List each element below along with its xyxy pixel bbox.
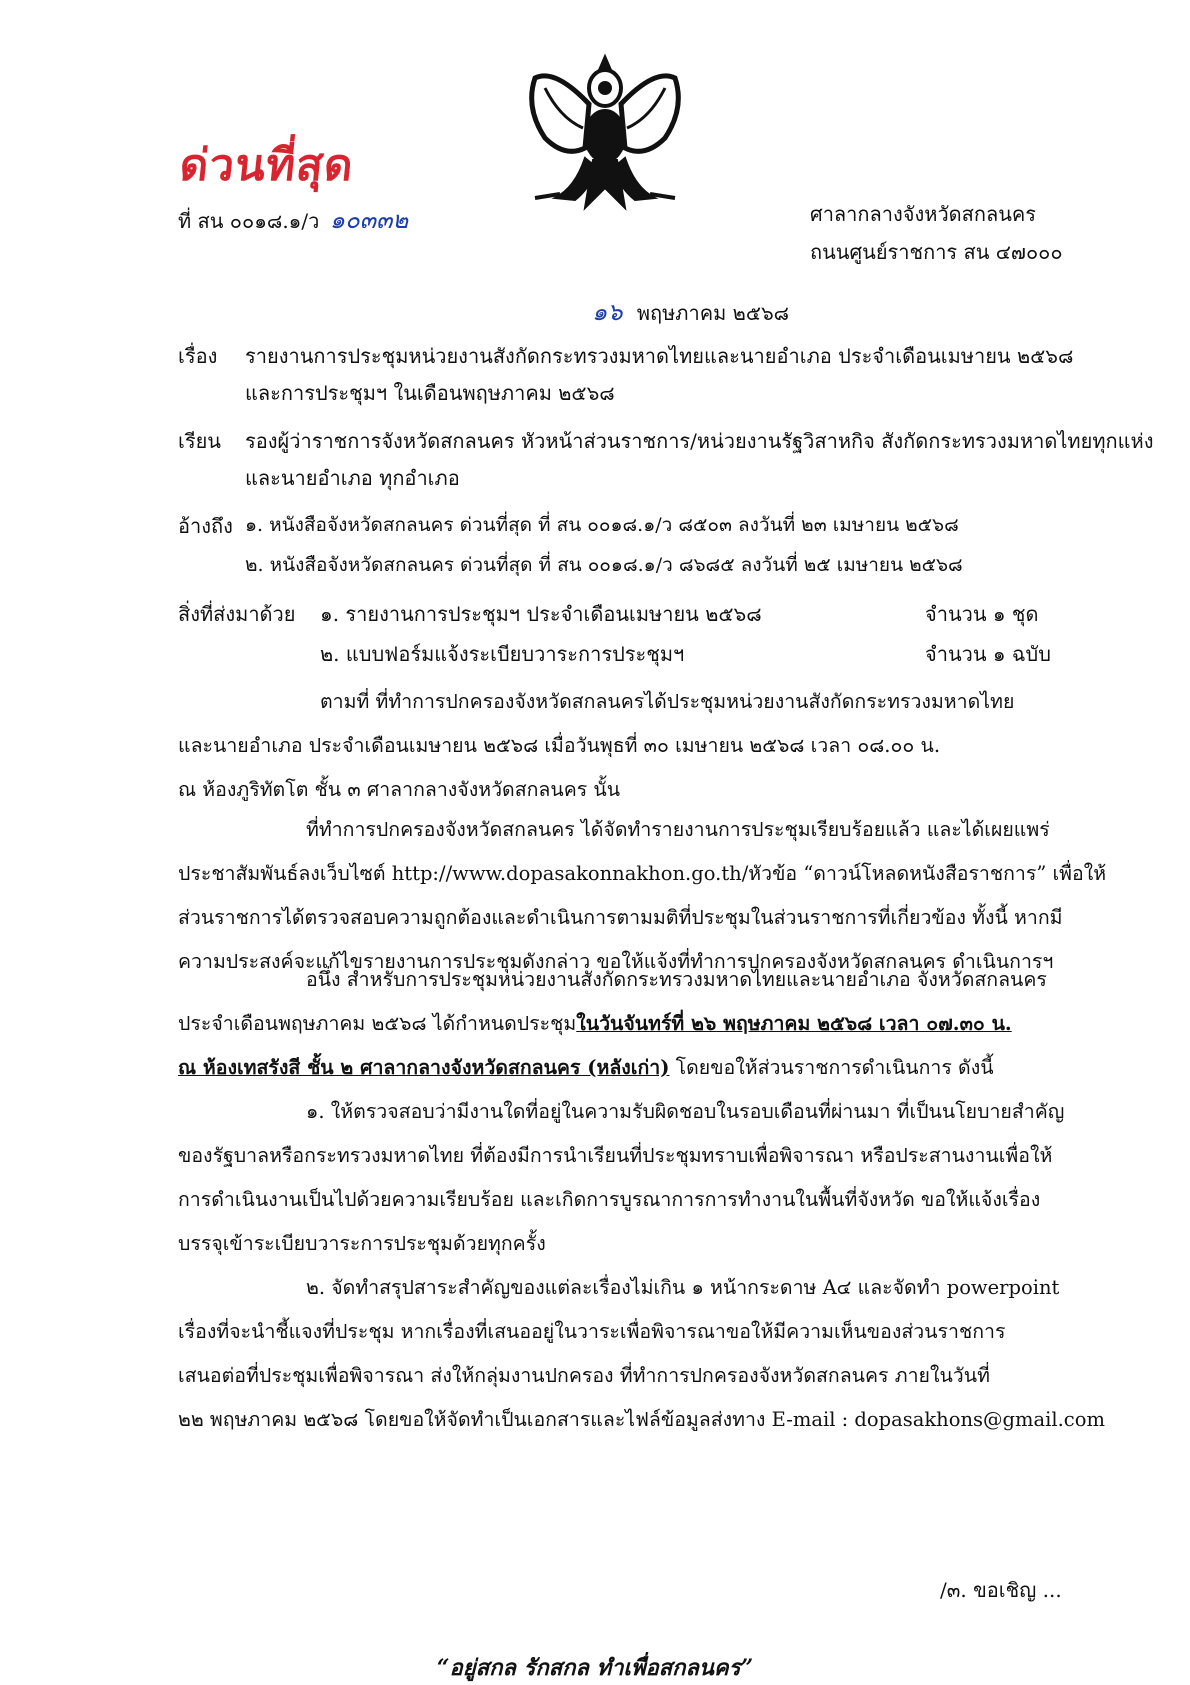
paragraph-line: ของรัฐบาลหรือกระทรวงมหาดไทย ที่ต้องมีการนำเรียนที่ประชุมทราบเพื่อพิจารณา หรือประสานงานเพื่อให้ [178,1144,1053,1167]
enclosure-quantity: จำนวน ๑ ชุด [925,602,1039,626]
paragraph-line: เรื่องที่จะนำชี้แจงที่ประชุม หากเรื่องที่เสนออยู่ในวาระเพื่อพิจารณาขอให้มีความเห็นของส่วนราชการ [178,1320,1006,1343]
enclosure-quantity: จำนวน ๑ ฉบับ [925,642,1051,666]
date-day-handwritten: ๑๖ [592,298,623,326]
date-month-year: พฤษภาคม ๒๕๖๘ [636,301,790,325]
paragraph-line: การดำเนินงานเป็นไปด้วยความเรียบร้อย และเกิดการบูรณาการการทำงานในพื้นที่จังหวัด ขอให้แจ้งเรื่อง [178,1188,1041,1211]
document-number [178,200,408,239]
reference-item: ๑. หนังสือจังหวัดสกลนคร ด่วนที่สุด ที่ สน ๐๐๑๘.๑/ว ๘๕๐๓ ลงวันที่ ๒๓ เมษายน ๒๕๖๘ [245,514,959,536]
paragraph-line: ส่วนราชการได้ตรวจสอบความถูกต้องและดำเนินการตามมติที่ประชุมในส่วนราชการที่เกี่ยวข้อง ทั้งนี้ หากมี [178,906,1063,929]
paragraph-3 [178,958,1060,1090]
paragraph-line: ประชาสัมพันธ์ลงเว็บไซต์ http://www.dopasakonnakhon.go.th/หัวข้อ “ดาวน์โหลดหนังสือราชการ” เพื่อให้ [178,862,1107,885]
enclosure-item: ๒. แบบฟอร์มแจ้งระเบียบวาระการประชุมฯ [320,642,685,666]
subject-line2: และการประชุมฯ ในเดือนพฤษภาคม ๒๕๖๘ [245,381,615,405]
paragraph-5 [178,1266,1105,1442]
subject-line1: รายงานการประชุมหน่วยงานสังกัดกระทรวงมหาดไทยและนายอำเภอ ประจำเดือนเมษายน ๒๕๖๘ [245,344,1074,368]
provincial-motto: “อยู่สกล รักสกล ทำเพื่อสกลนคร” [436,1655,754,1681]
addressee-line1: รองผู้ว่าราชการจังหวัดสกลนคร หัวหน้าส่วนราชการ/หน่วยงานรัฐวิสาหกิจ สังกัดกระทรวงมหาดไทยทุกแห่ง [245,429,1154,453]
subject-label: เรื่อง [178,344,218,368]
document-number-label: ที่ สน ๐๐๑๘.๑/ว [178,209,320,233]
continuation-note: /๓. ขอเชิญ ... [940,1578,1062,1602]
reference-item: ๒. หนังสือจังหวัดสกลนคร ด่วนที่สุด ที่ สน ๐๐๑๘.๑/ว ๘๖๘๕ ลงวันที่ ๒๕ เมษายน ๒๕๖๘ [245,554,963,576]
paragraph-line: บรรจุเข้าระเบียบวาระการประชุมด้วยทุกครั้ง [178,1232,546,1255]
garuda-emblem-icon [515,48,695,218]
paragraph-line: ๑. ให้ตรวจสอบว่ามีงานใดที่อยู่ในความรับผิดชอบในรอบเดือนที่ผ่านมา ที่เป็นนโยบายสำคัญ [306,1100,1065,1123]
paragraph-line [178,1046,1060,1090]
paragraph-4 [178,1090,1065,1266]
reference-label: อ้างถึง [178,514,233,538]
paragraph-1 [178,680,1060,812]
paragraph-line [178,1002,1060,1046]
paragraph-line: ตามที่ ที่ทำการปกครองจังหวัดสกลนครได้ประชุมหน่วยงานสังกัดกระทรวงมหาดไทย [320,690,1015,713]
meeting-date-underlined: ในวันจันทร์ที่ ๒๖ พฤษภาคม ๒๕๖๘ เวลา ๐๗.๓๐ น. [576,1012,1012,1035]
addressee-label: เรียน [178,429,221,453]
paragraph-line: ๒. จัดทำสรุปสาระสำคัญของแต่ละเรื่องไม่เกิน ๑ หน้ากระดาษ A๔ และจัดทำ powerpoint [306,1276,1060,1299]
paragraph-line: เสนอต่อที่ประชุมเพื่อพิจารณา ส่งให้กลุ่มงานปกครอง ที่ทำการปกครองจังหวัดสกลนคร ภายในวันที่ [178,1364,990,1387]
urgency-stamp: ด่วนที่สุด [177,140,357,191]
paragraph-line: ๒๒ พฤษภาคม ๒๕๖๘ โดยขอให้จัดทำเป็นเอกสารและไฟล์ข้อมูลส่งทาง E-mail : dopasakhons@gmail.com [178,1408,1105,1431]
office-address-line1: ศาลากลางจังหวัดสกลนคร [810,202,1037,226]
paragraph-line: ที่ทำการปกครองจังหวัดสกลนคร ได้จัดทำรายงานการประชุมเรียบร้อยแล้ว และได้เผยแพร่ [306,818,1050,841]
meeting-intro-text: ประจำเดือนพฤษภาคม ๒๕๖๘ ได้กำหนดประชุม [178,1012,577,1035]
document-number-handwritten: ๑๐๓๓๒ [329,206,409,234]
enclosure-item: ๑. รายงานการประชุมฯ ประจำเดือนเมษายน ๒๕๖๘ [320,602,762,626]
paragraph-line: ความประสงค์จะแก้ไขรายงานการประชุมดังกล่าว ขอให้แจ้งที่ทำการปกครองจังหวัดสกลนคร ดำเนินการฯ [178,950,1054,973]
meeting-venue-underlined: ณ ห้องเทสรังสี ชั้น ๒ ศาลากลางจังหวัดสกลนคร (หลังเก่า) [178,1056,670,1079]
paragraph-line: และนายอำเภอ ประจำเดือนเมษายน ๒๕๖๘ เมื่อวันพุธที่ ๓๐ เมษายน ๒๕๖๘ เวลา ๐๘.๐๐ น. [178,734,941,757]
addressee-line2: และนายอำเภอ ทุกอำเภอ [245,466,460,490]
paragraph-line: ณ ห้องภูริทัตโต ชั้น ๓ ศาลากลางจังหวัดสกลนคร นั้น [178,778,621,801]
paragraph-line: อนึ่ง สำหรับการประชุมหน่วยงานสังกัดกระทรวงมหาดไทยและนายอำเภอ จังหวัดสกลนคร [306,968,1047,991]
office-address-line2: ถนนศูนย์ราชการ สน ๔๗๐๐๐ [810,240,1063,264]
meeting-instruction-text: โดยขอให้ส่วนราชการดำเนินการ ดังนี้ [669,1056,994,1079]
enclosures-label: สิ่งที่ส่งมาด้วย [178,602,296,626]
document-date [592,292,789,331]
